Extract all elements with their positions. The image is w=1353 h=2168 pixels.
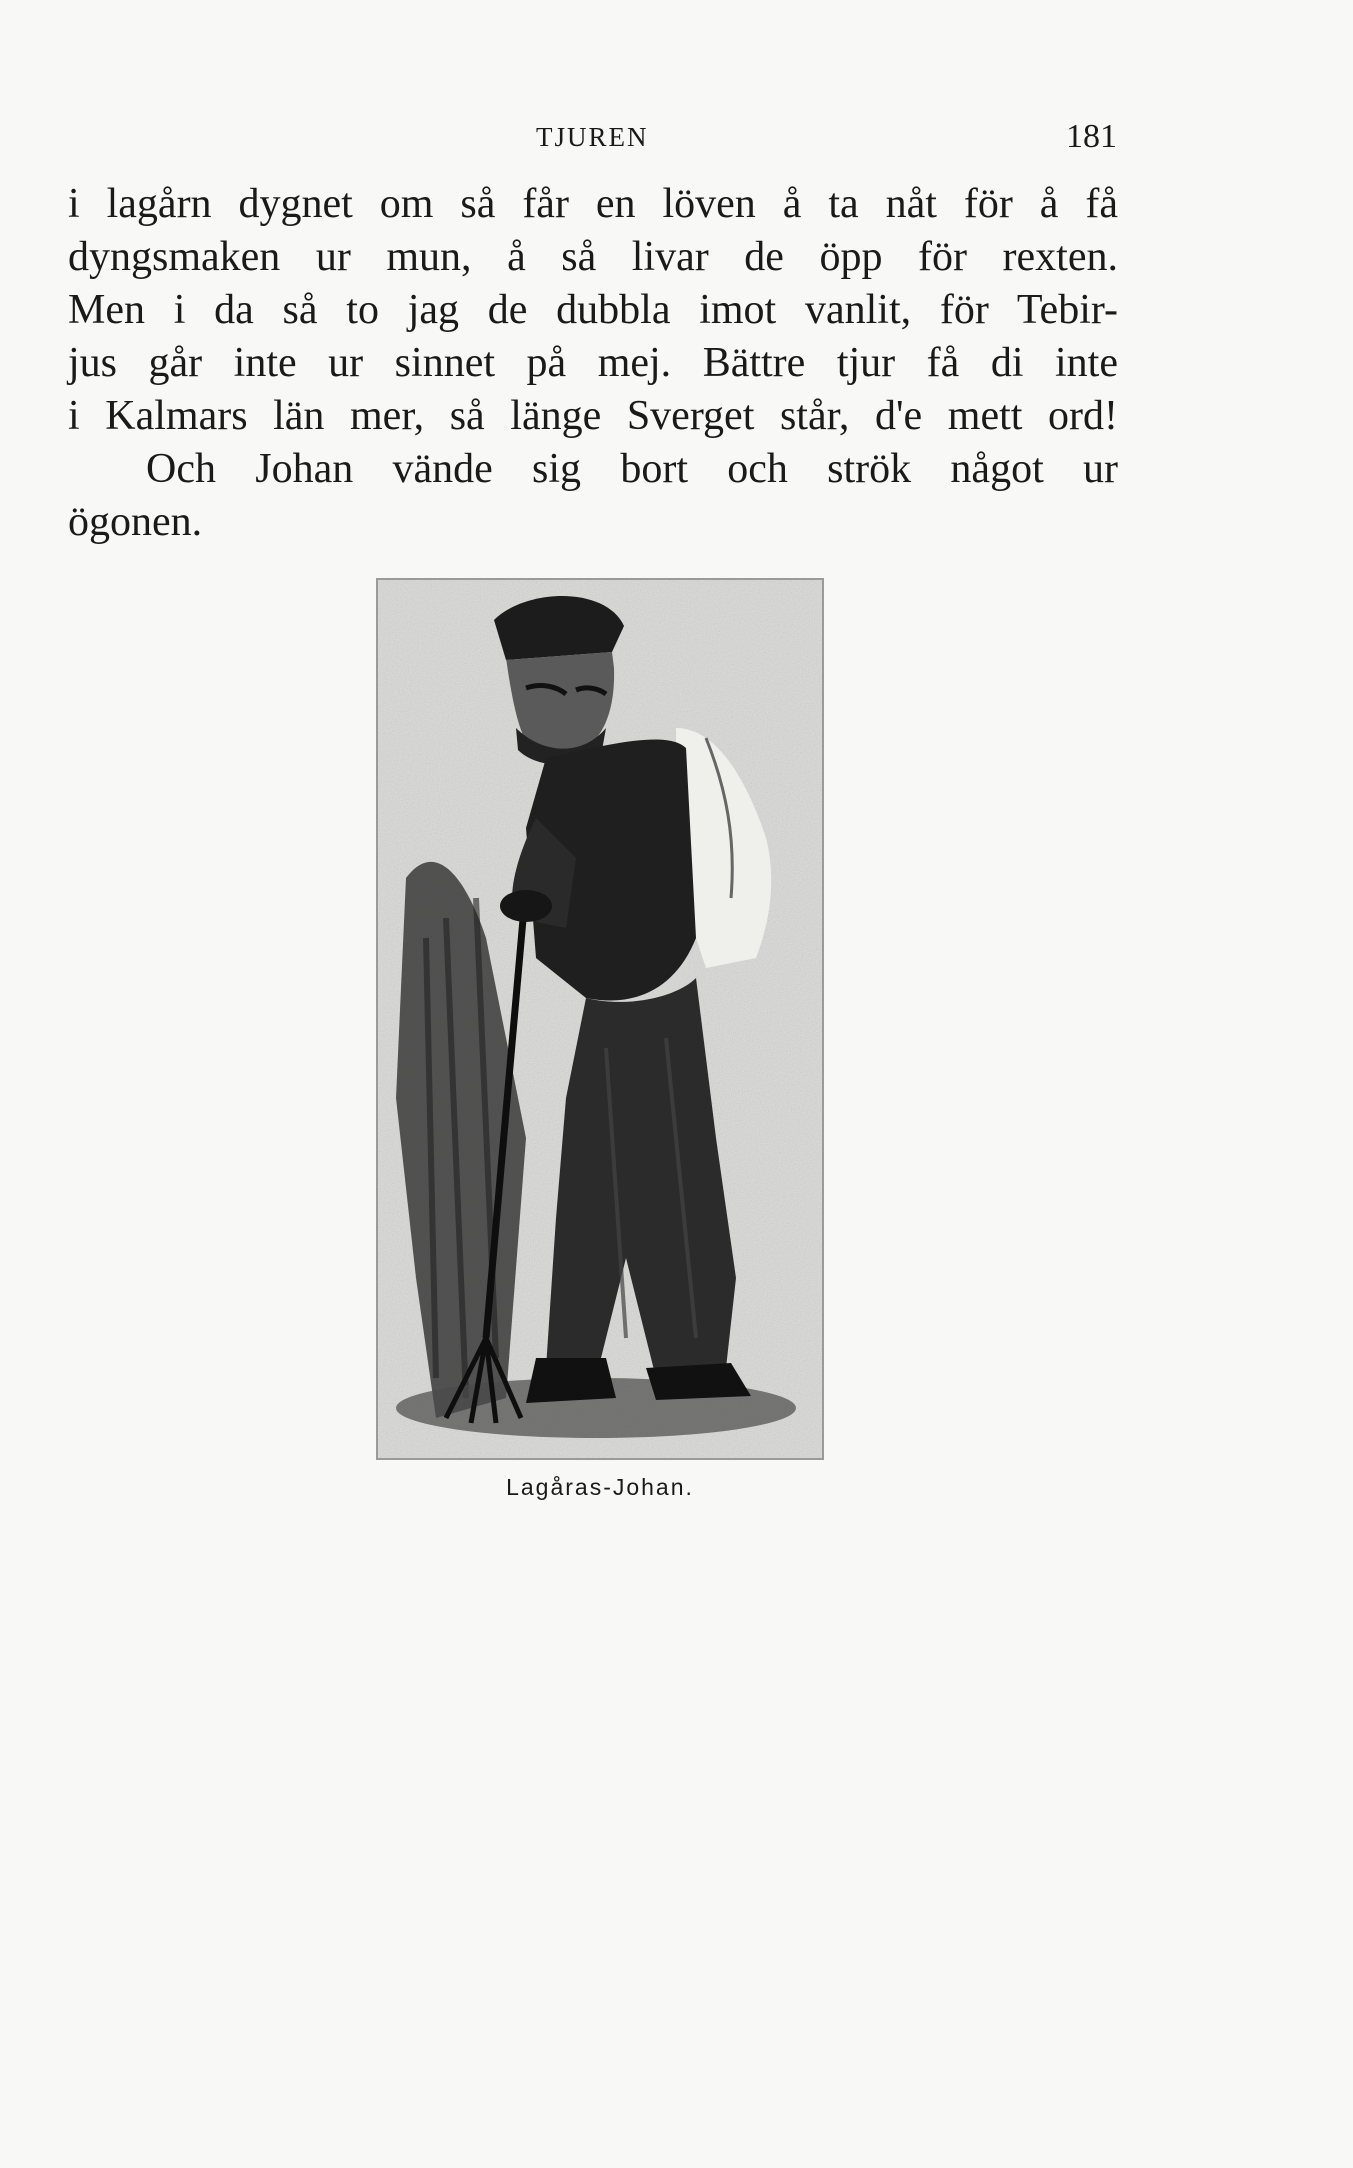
text-line: dyngsmaken ur mun, å så livar de öpp för rexten.: [68, 234, 1118, 280]
text-line: Men i da så to jag de dubbla imot vanlit, för Tebir-: [68, 287, 1118, 333]
text-line: jus går inte ur sinnet på mej. Bättre tjur få di inte: [68, 340, 1118, 386]
text-line: ögonen.: [68, 499, 203, 545]
text-line: i Kalmars län mer, så länge Sverget står, d'e mett ord!: [68, 393, 1118, 439]
text-line: i lagårn dygnet om så får en löven å ta nåt för å få: [68, 181, 1118, 227]
running-title: TJUREN: [536, 122, 649, 152]
illustration-lagaras-johan: [376, 578, 824, 1460]
running-head: [0, 118, 1353, 158]
figure-caption: Lagåras-Johan.: [506, 1474, 694, 1500]
illustration-drawing: [376, 578, 824, 1460]
text-line: Och Johan vände sig bort och strök något ur: [146, 446, 1118, 492]
page-number: 181: [1066, 118, 1117, 155]
body-text: [68, 178, 1118, 549]
